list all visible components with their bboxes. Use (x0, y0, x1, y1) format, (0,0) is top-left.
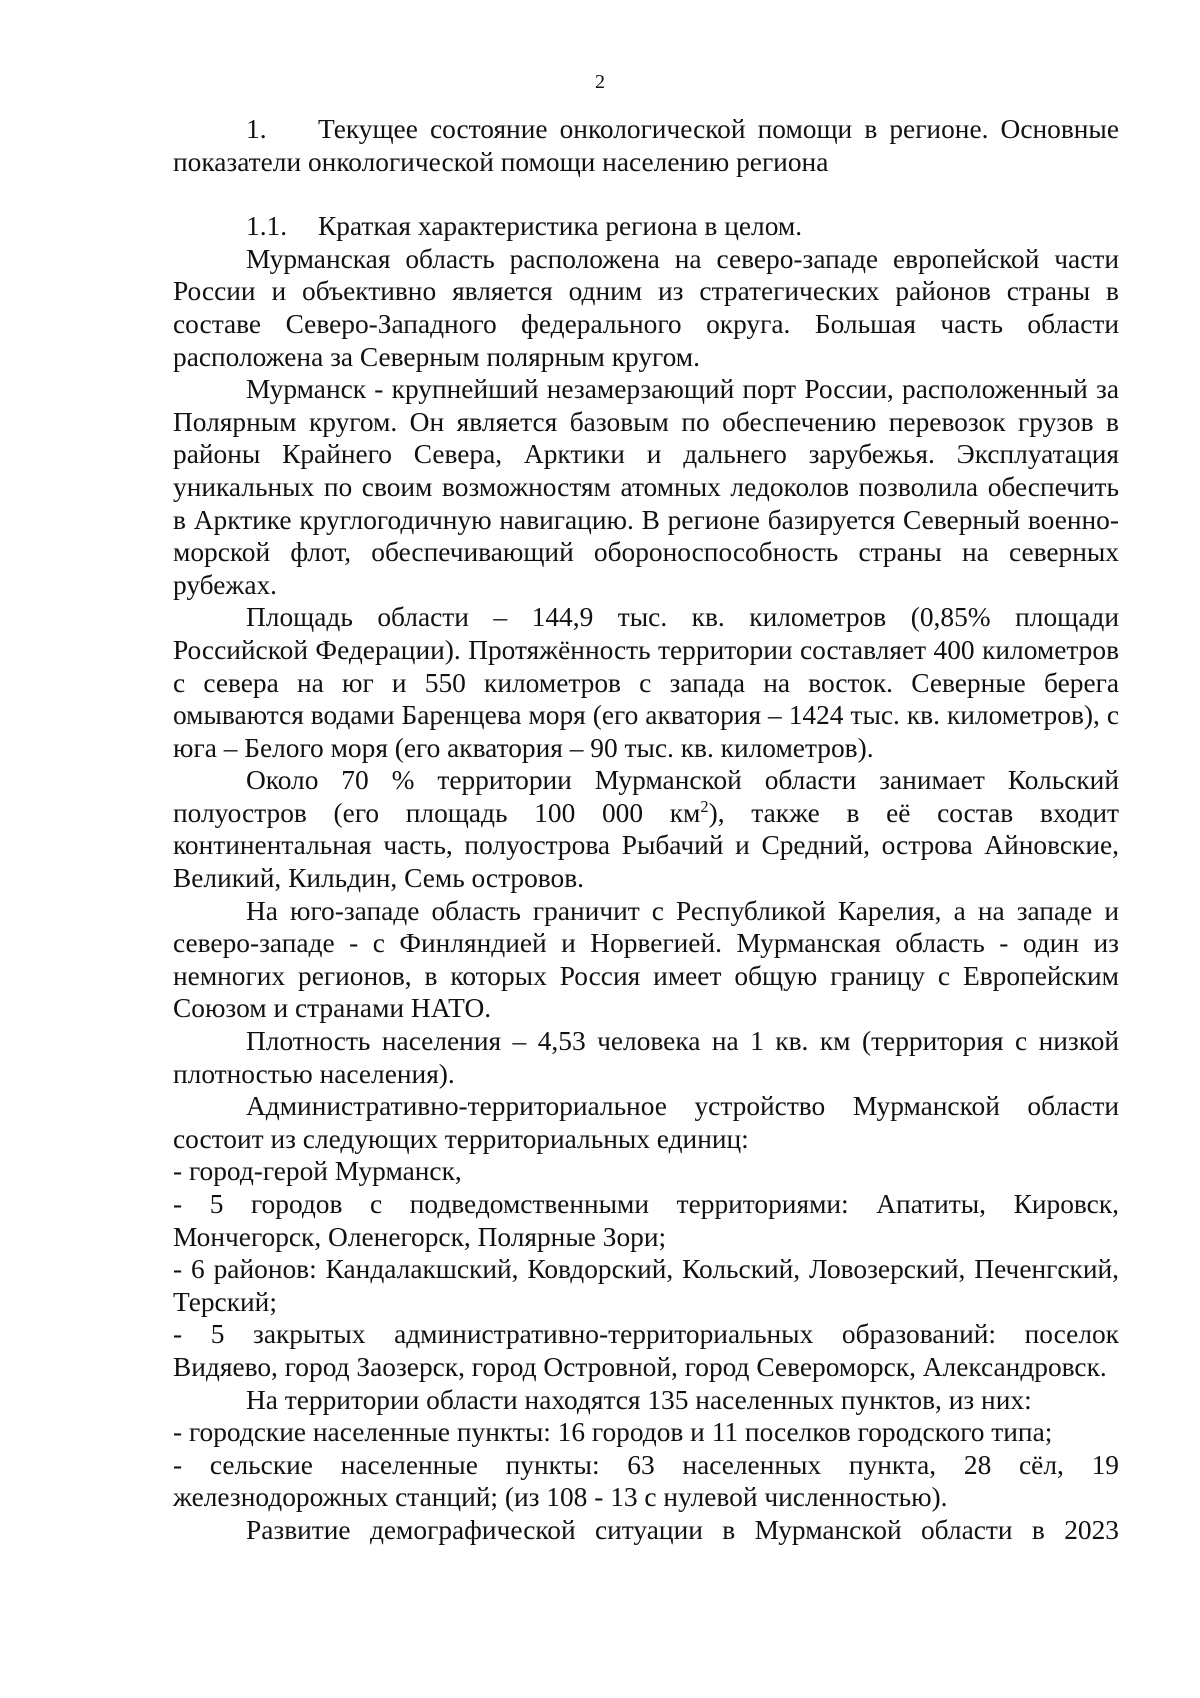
list-item-settlements: - сельские населенные пункты: 63 населенных пункта, 28 сёл, 19 железнодорожных станций; (из 108 - 13 с нулевой численностью). (173, 1449, 1119, 1513)
paragraph-demography: Развитие демографической ситуации в Мурманской области в 2023 (246, 1514, 1119, 1545)
list-item-settlements: - городские населенные пункты: 16 городов и 11 поселков городского типа; (173, 1417, 1053, 1448)
superscript: 2 (700, 796, 709, 816)
subsection-number: 1.1. (246, 211, 288, 242)
page-number: 2 (595, 71, 605, 93)
paragraph-settlements: На территории области находятся 135 населенных пунктов, из них: (246, 1384, 1032, 1415)
spacer (173, 178, 1119, 210)
section-heading-1 (173, 113, 1119, 178)
list-item-admin: - 5 городов с подведомственными территориями: Апатиты, Кировск, Мончегорск, Оленегорск, Полярные Зори; (173, 1189, 1119, 1252)
section-heading-1-1 (173, 210, 1119, 243)
paragraph-murmansk-port: Мурманск - крупнейший незамерзающий порт России, расположенный за Полярным кругом. Он является базовым по обеспечению перевозок грузов в районы Крайнего Севера, Арктики и дальнего зарубежья. Эксплуатация уникальных по своим возможностям атомных ледоколов позволила обеспечить в Арктике круглогодичную навигацию. В регионе базируется Северный военно-морской флот, обеспечивающий обороноспособность страны на северных рубежах. (173, 374, 1119, 600)
section-number: 1. (246, 114, 267, 144)
subsection-title: Краткая характеристика региона в целом. (318, 211, 803, 242)
list-item-admin: - 5 закрытых административно-территориальных образований: поселок Видяево, город Заозерск, город Островной, город Североморск, Александровск. (173, 1319, 1119, 1382)
paragraph-kola-text-end: ), также в её состав входит континентальная часть, полуострова Рыбачий и Средний, острова Айновские, Великий, Кильдин, Семь островов. (173, 797, 1119, 894)
paragraph-admin-structure: Административно-территориальное устройство Мурманской области состоит из следующих территориальных единиц: (173, 1091, 1119, 1154)
paragraph-density: Плотность населения – 4,53 человека на 1 кв. км (территория с низкой плотностью населения). (173, 1026, 1119, 1089)
paragraph-kola-peninsula (173, 764, 1119, 894)
section-title: Текущее состояние онкологической помощи в регионе. Основные показатели онкологической помощи населению региона (173, 114, 1119, 177)
list-item-admin: - 6 районов: Кандалакшский, Ковдорский, Кольский, Ловозерский, Печенгский, Терский; (173, 1254, 1119, 1317)
paragraph-area: Площадь области – 144,9 тыс. кв. километров (0,85% площади Российской Федерации). Протяжённость территории составляет 400 километров с севера на юг и 550 километров с запада на восток. Северные берега омываются водами Баренцева моря (его акватория – 1424 тыс. кв. километров), с юга – Белого моря (его акватория – 90 тыс. кв. километров). (173, 602, 1119, 763)
paragraph-location: Мурманская область расположена на северо-западе европейской части России и объективно является одним из стратегических районов страны в составе Северо-Западного федерального округа. Большая часть области расположена за Северным полярным кругом. (173, 243, 1119, 372)
paragraph-borders: На юго-западе область граничит с Республикой Карелия, а на западе и северо-западе - с Финляндией и Норвегией. Мурманская область - один из немногих регионов, в которых Россия имеет общую границу с Европейским Союзом и странами НАТО. (173, 895, 1119, 1024)
paragraph-kola-text-start: Около 70 % территории Мурманской области занимает Кольский полуостров (его площадь 100 000 км (173, 765, 1119, 828)
document-body (173, 113, 1119, 1547)
list-item-admin: - город-герой Мурманск, (173, 1156, 462, 1187)
